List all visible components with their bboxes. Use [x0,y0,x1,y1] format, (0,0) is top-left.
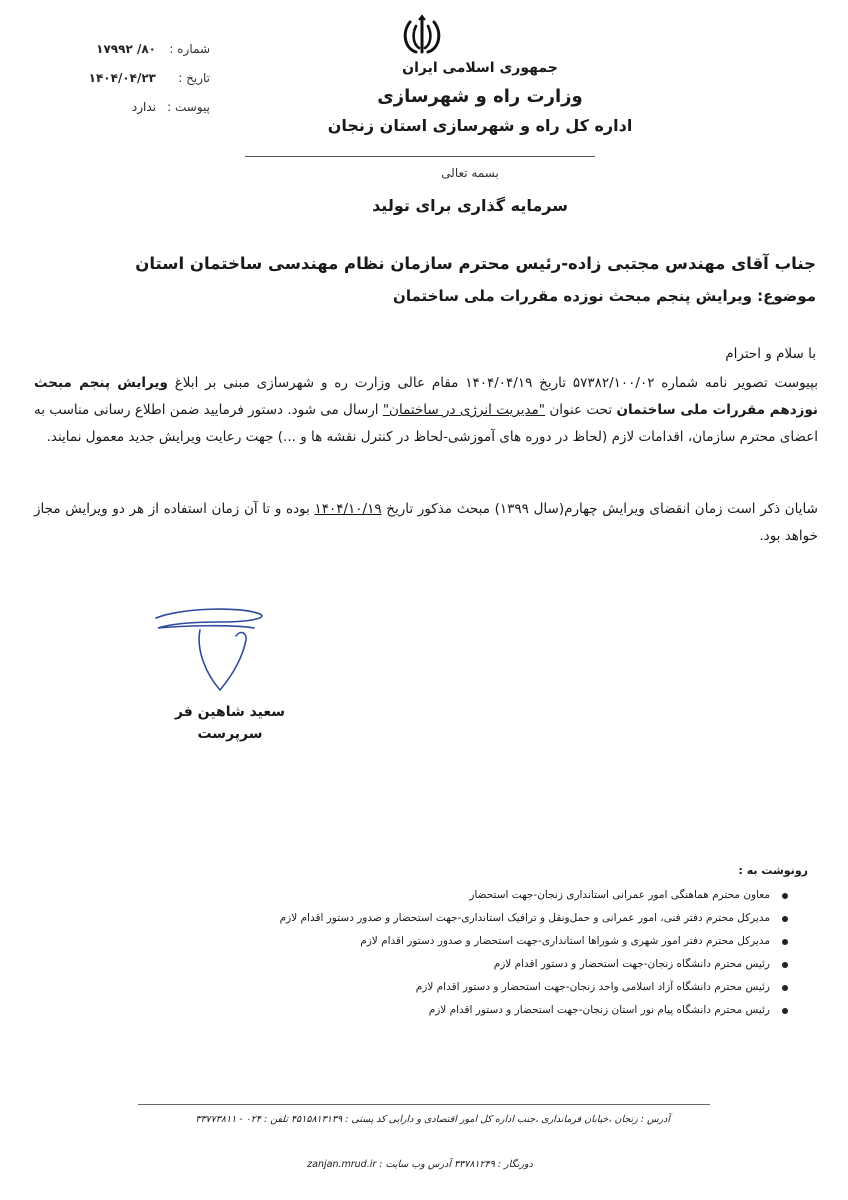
footer-website: دورنگار : ۳۳۷۸۱۲۴۹ آدرس وب سایت : zanjan.mrud.ir [307,1159,533,1170]
bullet-icon [782,985,788,991]
list-item [228,953,788,976]
list-item [228,907,788,930]
p2-text-c: بوده و تا آن زمان استفاده از هر دو ویرایش مجاز خواهد بود. [34,501,818,544]
cc-list [228,884,788,1022]
bullet-icon [782,1008,788,1014]
number-value: ۸۰/ ۱۷۹۹۲ [96,41,156,56]
header-divider [245,156,595,157]
cc-title: رونوشت به : [738,864,808,877]
p2-expiry-date: ۱۴۰۴/۱۰/۱۹ [314,501,382,517]
header-ministry: وزارت راه و شهرسازی [377,86,583,107]
meta-attachment-row [50,92,210,121]
cc-recipient: رئیس محترم دانشگاه آزاد اسلامی واحد زنجان-جهت استحضار و دستور اقدام لازم [415,981,770,993]
p1-text-e: ارسال می شود. دستور فرمایید ضمن اطلاع رسانی مناسب به اعضای محترم سازمان، اقدامات لازم (لحاظ در دوره های آموزشی-لحاظ در کنترل نقشه ها و ...) جهت رعایت ویرایش جدید معمول نمایند. [34,402,818,445]
footer-divider [138,1104,710,1105]
p1-text-bold: ویرایش پنجم مبحث نوزدهم مقررات ملی ساختمان [34,375,818,418]
cc-recipient: مدیرکل محترم دفتر فنی، امور عمرانی و حمل‌ونقل و ترافیک استانداری-جهت استحضار و صدور دستور اقدام لازم [279,912,770,924]
date-label: تاریخ : [178,70,210,85]
meta-number-row [50,34,210,63]
date-value: ۱۴۰۴/۰۴/۲۳ [88,70,156,85]
signature-icon [150,600,270,700]
cc-recipient: رئیس محترم دانشگاه زنجان-جهت استحضار و دستور اقدام لازم [493,958,770,970]
number-label: شماره : [169,41,210,56]
attachment-value: ندارد [131,99,156,114]
signatory-title: سرپرست [197,726,263,742]
bullet-icon [782,939,788,945]
p2-text-a: شایان ذکر است زمان انقضای ویرایش چهارم(سال ۱۳۹۹) مبحث مذکور تاریخ [381,501,818,517]
list-item [228,884,788,907]
iran-emblem-icon [400,14,444,58]
list-item [228,930,788,953]
body-paragraph-2 [34,496,818,550]
cc-recipient: رئیس محترم دانشگاه پیام نور استان زنجان-جهت استحضار و دستور اقدام لازم [428,1004,770,1016]
p1-text-underlined: "مدیریت انرژی در ساختمان" [382,402,545,418]
motto: سرمایه گذاری برای تولید [372,196,568,215]
p1-text-a: بپیوست تصویر نامه شماره ۵۷۳۸۲/۱۰۰/۰۲ تاریخ ۱۴۰۴/۰۴/۱۹ مقام عالی وزارت ره و شهرسازی مبنی بر ابلاغ [167,375,819,391]
bullet-icon [782,962,788,968]
list-item [228,999,788,1022]
p1-text-c: تحت عنوان [545,402,617,418]
subject: موضوع: ویرایش پنجم مبحث نوزده مقررات ملی ساختمان [393,287,816,305]
bullet-icon [782,893,788,899]
addressee: جناب آقای مهندس مجتبی زاده-رئیس محترم سازمان نظام مهندسی ساختمان استان [135,254,816,273]
list-item [228,976,788,999]
bismillah: بسمه تعالی [441,166,499,180]
letter-meta [50,34,210,121]
bullet-icon [782,916,788,922]
header-country: جمهوری اسلامی ایران [402,60,558,76]
footer-address: آدرس : زنجان ،خیابان فرمانداری ،جنب اداره کل امور اقتصادی و دارایی کد پستی : ۴۵۱۵۸۱۳۱۳۹ تلفن : ۰۲۴ - ۳۳۷۷۳۸۱۱ [195,1114,670,1125]
signatory-name: سعید شاهین فر [174,704,286,720]
body-paragraph-1 [34,370,818,451]
cc-recipient: مدیرکل محترم دفتر امور شهری و شوراها استانداری-جهت استحضار و صدور دستور اقدام لازم [360,935,770,947]
cc-recipient: معاون محترم هماهنگی امور عمرانی استانداری زنجان-جهت استحضار [469,889,770,901]
meta-date-row [50,63,210,92]
header-department: اداره کل راه و شهرسازی استان زنجان [327,116,633,135]
attachment-label: پیوست : [167,99,210,114]
greeting: با سلام و احترام [725,346,816,362]
